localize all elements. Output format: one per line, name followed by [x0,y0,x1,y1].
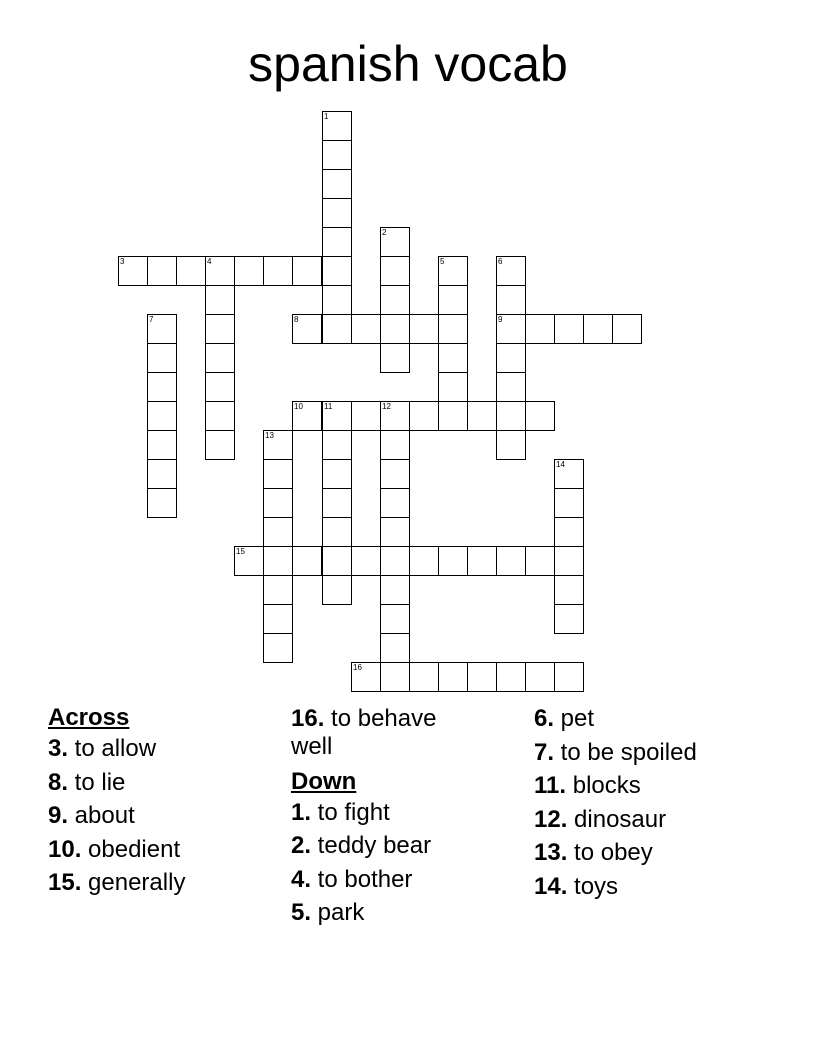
clue-number: 13. [534,839,568,866]
grid-cell[interactable] [496,401,526,431]
grid-cell[interactable] [438,401,468,431]
grid-cell[interactable] [263,546,293,576]
clue-item [534,772,774,800]
grid-cell[interactable] [205,285,235,315]
grid-cell[interactable] [322,401,352,431]
cell-number: 11 [324,402,333,411]
cell-number: 16 [353,663,362,672]
cell-number: 8 [294,315,299,324]
clue-text: blocks [566,772,641,799]
grid-cell[interactable] [322,459,352,489]
grid-cell[interactable] [322,430,352,460]
grid-cell[interactable] [147,343,177,373]
clue-item [534,806,774,834]
clue-item [48,769,288,797]
grid-cell[interactable] [351,662,381,692]
grid-cell[interactable] [438,662,468,692]
grid-cell[interactable] [351,314,381,344]
down-heading: Down [291,767,357,795]
cell-number: 5 [440,257,445,266]
grid-cell[interactable] [467,401,497,431]
clue-number: 16. [291,705,325,732]
grid-cell[interactable] [205,256,235,286]
clue-text: to fight [311,798,390,826]
clues-column-2 [291,705,531,933]
grid-cell[interactable] [438,256,468,286]
grid-cell[interactable] [380,343,410,373]
cell-number: 14 [556,460,565,469]
grid-cell[interactable] [438,285,468,315]
grid-cell[interactable] [205,343,235,373]
grid-cell[interactable] [234,256,264,286]
grid-cell[interactable] [147,256,177,286]
grid-cell[interactable] [380,517,410,547]
clue-item [48,735,288,763]
grid-cell[interactable] [496,430,526,460]
clue-number: 10. [48,835,82,863]
grid-cell[interactable] [118,256,148,286]
grid-cell[interactable] [380,285,410,315]
clue-number: 12. [534,805,568,833]
grid-cell[interactable] [380,256,410,286]
grid-cell[interactable] [554,575,584,605]
grid-cell[interactable] [322,140,352,170]
grid-cell[interactable] [612,314,642,344]
clue-text: to be spoiled [554,738,697,766]
clue-number: 5. [291,899,312,926]
grid-cell[interactable] [438,343,468,373]
page-title: spanish vocab [248,36,568,92]
grid-cell[interactable] [263,488,293,518]
grid-cell[interactable] [380,575,410,605]
clue-item [48,836,288,864]
grid-cell[interactable] [380,430,410,460]
clue-text: to behave well [291,705,437,760]
grid-cell[interactable] [438,314,468,344]
cell-number: 6 [498,257,503,266]
grid-cell[interactable] [205,430,235,460]
cell-number: 13 [265,431,274,440]
clue-number: 2. [291,832,312,859]
grid-cell[interactable] [467,546,497,576]
clue-number: 14. [534,872,568,900]
grid-cell[interactable] [263,575,293,605]
grid-cell[interactable] [496,256,526,286]
clue-text: toys [567,872,619,900]
cell-number: 3 [120,257,125,266]
grid-cell[interactable] [496,546,526,576]
grid-cell[interactable] [263,633,293,663]
grid-cell[interactable] [380,227,410,257]
grid-cell[interactable] [380,662,410,692]
grid-cell[interactable] [292,546,322,576]
clue-item [534,739,774,767]
grid-cell[interactable] [554,459,584,489]
clue-text: to obey [567,839,653,866]
grid-cell[interactable] [554,546,584,576]
grid-cell[interactable] [322,517,352,547]
clue-item [534,839,774,867]
grid-cell[interactable] [554,488,584,518]
clue-number: 9. [48,802,69,829]
clue-text: dinosaur [567,805,667,833]
cell-number: 10 [294,402,303,411]
grid-cell[interactable] [554,517,584,547]
grid-cell[interactable] [263,430,293,460]
grid-cell[interactable] [496,314,526,344]
clue-text: generally [81,869,186,896]
clue-number: 15. [48,869,82,896]
grid-cell[interactable] [351,401,381,431]
cell-number: 4 [207,257,212,266]
clue-item [291,899,531,927]
grid-cell[interactable] [322,111,352,141]
grid-cell[interactable] [380,459,410,489]
grid-cell[interactable] [263,459,293,489]
cell-number: 7 [149,315,154,324]
clue-item [291,866,531,894]
grid-cell[interactable] [263,604,293,634]
clue-text: to bother [311,865,413,893]
clue-item [291,799,531,827]
clue-number: 8. [48,768,69,796]
grid-cell[interactable] [147,459,177,489]
grid-cell[interactable] [322,575,352,605]
grid-cell[interactable] [409,546,439,576]
cell-number: 15 [236,547,245,556]
clue-item [291,705,481,761]
cell-number: 12 [382,402,391,411]
grid-cell[interactable] [147,314,177,344]
grid-cell[interactable] [322,256,352,286]
grid-cell[interactable] [496,372,526,402]
clue-item [48,869,288,897]
grid-cell[interactable] [554,604,584,634]
clue-number: 4. [291,865,312,893]
clue-text: to allow [68,735,157,762]
across-heading: Across [48,704,130,731]
grid-cell[interactable] [496,343,526,373]
grid-cell[interactable] [205,314,235,344]
grid-cell[interactable] [147,430,177,460]
clue-text: teddy bear [311,832,432,859]
grid-cell[interactable] [409,401,439,431]
clue-number: 11. [534,772,567,799]
grid-cell[interactable] [525,401,555,431]
grid-cell[interactable] [263,517,293,547]
clue-number: 3. [48,735,69,762]
grid-cell[interactable] [409,314,439,344]
grid-cell[interactable] [409,662,439,692]
grid-cell[interactable] [380,314,410,344]
grid-cell[interactable] [176,256,206,286]
grid-cell[interactable] [322,314,352,344]
grid-cell[interactable] [147,401,177,431]
grid-cell[interactable] [263,256,293,286]
grid-cell[interactable] [438,546,468,576]
grid-cell[interactable] [380,633,410,663]
grid-cell[interactable] [467,662,497,692]
grid-cell[interactable] [292,256,322,286]
clues-column-1 [48,703,288,903]
clue-text: to lie [68,768,126,796]
clue-number: 7. [534,738,555,766]
grid-cell[interactable] [525,662,555,692]
grid-cell[interactable] [322,546,352,576]
grid-cell[interactable] [205,372,235,402]
grid-cell[interactable] [322,488,352,518]
grid-cell[interactable] [292,401,322,431]
grid-cell[interactable] [147,372,177,402]
cell-number: 9 [498,315,503,324]
grid-cell[interactable] [322,285,352,315]
grid-cell[interactable] [496,662,526,692]
grid-cell[interactable] [496,285,526,315]
grid-cell[interactable] [351,546,381,576]
grid-cell[interactable] [380,488,410,518]
grid-cell[interactable] [438,372,468,402]
grid-cell[interactable] [322,169,352,199]
grid-cell[interactable] [205,401,235,431]
grid-cell[interactable] [525,314,555,344]
grid-cell[interactable] [292,314,322,344]
grid-cell[interactable] [554,314,584,344]
clue-item [291,832,531,860]
clue-item [534,873,774,901]
grid-cell[interactable] [554,662,584,692]
clue-number: 1. [291,798,312,826]
grid-cell[interactable] [525,546,555,576]
cell-number: 2 [382,228,387,237]
grid-cell[interactable] [380,546,410,576]
grid-cell[interactable] [322,198,352,228]
grid-cell[interactable] [234,546,264,576]
grid-cell[interactable] [380,401,410,431]
clue-text: pet [554,705,595,732]
clue-text: park [311,899,365,926]
clue-text: about [68,802,135,829]
clue-item [534,705,774,733]
grid-cell[interactable] [380,604,410,634]
clue-number: 6. [534,705,555,732]
grid-cell[interactable] [583,314,613,344]
grid-cell[interactable] [147,488,177,518]
cell-number: 1 [324,112,329,121]
clue-text: obedient [81,835,181,863]
clue-item [48,802,288,830]
clues-column-3 [534,705,774,906]
grid-cell[interactable] [322,227,352,257]
